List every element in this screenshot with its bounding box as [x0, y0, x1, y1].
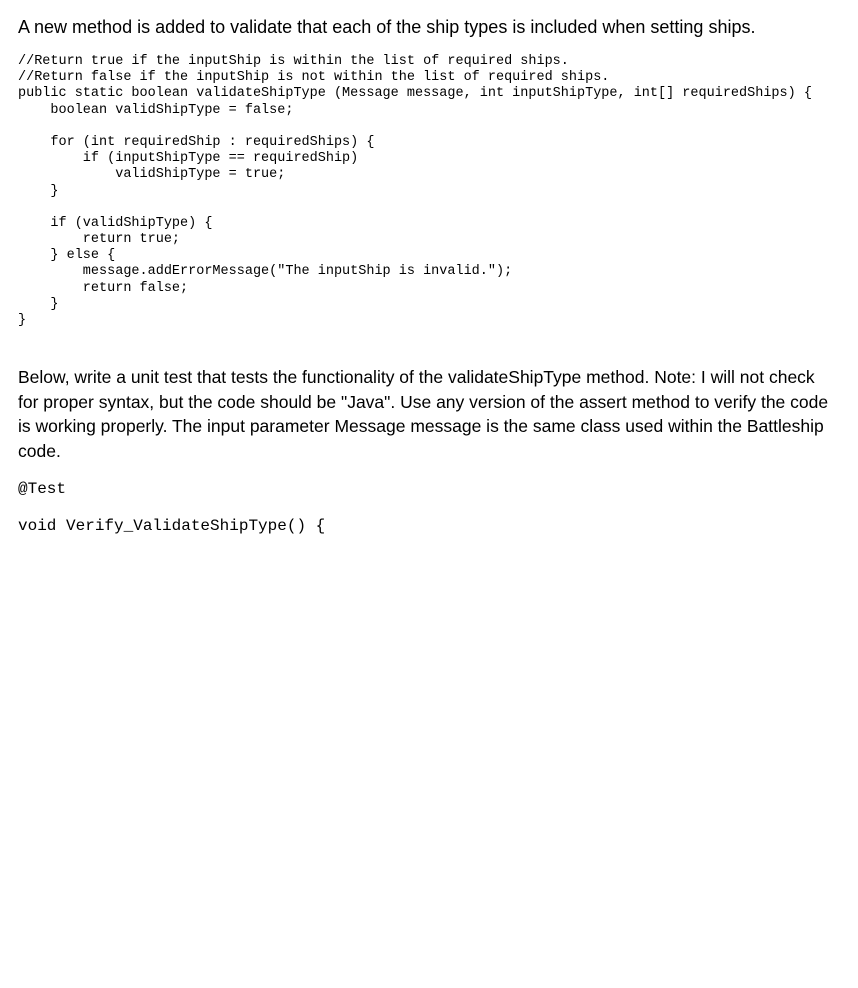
question-intro: A new method is added to validate that each of the ship types is included when setting ships.: [18, 17, 756, 37]
code-line: //Return true if the inputShip is within the list of required ships.: [18, 54, 569, 69]
code-line: if (validShipType) {: [18, 215, 213, 231]
code-line: for (int requiredShip : requiredShips) {: [18, 134, 375, 150]
test-annotation: @Test: [18, 480, 67, 498]
code-line: public static boolean validateShipType (Message message, int inputShipType, int[] requiredShips) {: [18, 86, 812, 102]
code-line: }: [18, 296, 59, 312]
code-line: } else {: [18, 248, 116, 264]
code-line: validShipType = true;: [18, 167, 286, 183]
code-line: boolean validShipType = false;: [18, 102, 294, 118]
code-line: return true;: [18, 232, 181, 248]
test-method-signature: void Verify_ValidateShipType() {: [18, 517, 326, 535]
question-instructions: Below, write a unit test that tests the functionality of the validateShipType method. Note: I will not check for proper syntax, but the code should be "Java". Use any version of the assert method to verify the code is working properly. The input parameter Message message is the same class used within the Battleship code.: [18, 367, 829, 462]
code-line: if (inputShipType == requiredShip): [18, 151, 359, 167]
code-line: message.addErrorMessage("The inputShip is invalid.");: [18, 264, 513, 280]
code-line-blank: [18, 200, 812, 216]
code-line-blank: [18, 119, 812, 135]
code-line: //Return false if the inputShip is not within the list of required ships.: [18, 70, 610, 86]
method-code-block: [18, 54, 812, 329]
code-line: }: [18, 313, 27, 328]
code-line: return false;: [18, 280, 189, 296]
code-line: }: [18, 183, 59, 199]
